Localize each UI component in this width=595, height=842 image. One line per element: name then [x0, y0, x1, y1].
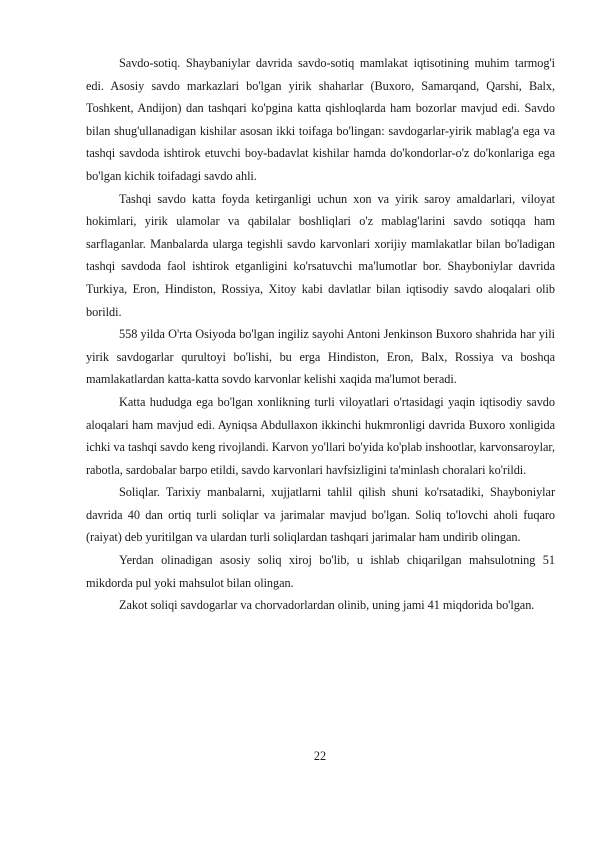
- paragraph-xiroj: Yerdan olinadigan asosiy soliq xiroj bo'lib, u ishlab chiqarilgan mahsulotning 51 mikdorda pul yoki mahsulot bilan olingan.: [86, 553, 555, 590]
- paragraph-soliqlar: Soliqlar. Tarixiy manbalarni, xujjatlarni tahlil qilish shuni ko'rsatadiki, Shayboniylar davrida 40 dan ortiq turli soliqlar va jarimalar mavjud bo'lgan. Soliq to'lovchi aholi fuqaro (raiyat) deb yuritilgan va ulardan turli soliqlardan tashqari jarimalar ham undirib olingan.: [86, 485, 555, 545]
- paragraph-jenkinson: 558 yilda O'rta Osiyoda bo'lgan ingiliz sayohi Antoni Jenkinson Buxoro shahrida har yili yirik savdogarlar qurultoyi bo'lishi, bu erga Hindiston, Eron, Balx, Rossiya va boshqa mamlakatlardan katta-katta sovdo karvonlar kelishi xaqida ma'lumot beradi.: [86, 327, 555, 387]
- paragraph-savdo-aloqalari: Katta hududga ega bo'lgan xonlikning turli viloyatlari o'rtasidagi yaqin iqtisodiy savdo aloqalari ham mavjud edi. Ayniqsa Abdullaxon ikkinchi hukmronligi davrida Buxoro xonligida ichki va tashqi savdo keng rivojlandi. Karvon yo'llari bo'yida ko'plab inshootlar, karvonsaroylar, rabotla, sardobalar barpo etildi, savdo karvonlari havfsizligini ta'minlash choralari ko'rildi.: [86, 394, 555, 477]
- paragraph-savdo-sotiq: Savdo-sotiq. Shaybaniylar davrida savdo-sotiq mamlakat iqtisotining muhim tarmog'i edi. Asosiy savdo markazlari bo'lgan yirik shaharlar (Buxoro, Samarqand, Qarshi, Balx, Toshkent, Andijon) dan tashqari ko'pgina katta qishloqlarda ham bozorlar mavjud edi. Savdo bilan shug'ullanadigan kishilar asosan ikki toifaga bo'lingan: savdogarlar-yirik mablag'a ega va tashqi savdoda ishtirok etuvchi boy-badavlat kishilar hamda do'kondorlar-o'z do'konlariga ega bo'lgan kichik toifadagi savdo ahli.: [86, 56, 555, 183]
- paragraph-zakot: Zakot soliqi savdogarlar va chorvadorlardan olinib, uning jami 41 miqdorida bo'lgan.: [119, 598, 535, 613]
- page-number: 22: [313, 749, 327, 763]
- document-body: [86, 52, 555, 617]
- paragraph-tashqi-savdo: Tashqi savdo katta foyda ketirganligi uchun xon va yirik saroy amaldarlari, viloyat hokimlari, yirik ulamolar va qabilalar boshliqlari o'z mablag'larini savdo sotiqqa ham sarflaganlar. Manbalarda ularga tegishli savdo karvonlari xorijiy mamlakatlar bilan bo'ladigan tashqi savdoda faol ishtirok etganligini ko'rsatuvchi ma'lumotlar bor. Shayboniylar davrida Turkiya, Eron, Hindiston, Rossiya, Xitoy kabi davlatlar bilan iqtisodiy savdo aloqalari olib borildi.: [86, 191, 555, 319]
